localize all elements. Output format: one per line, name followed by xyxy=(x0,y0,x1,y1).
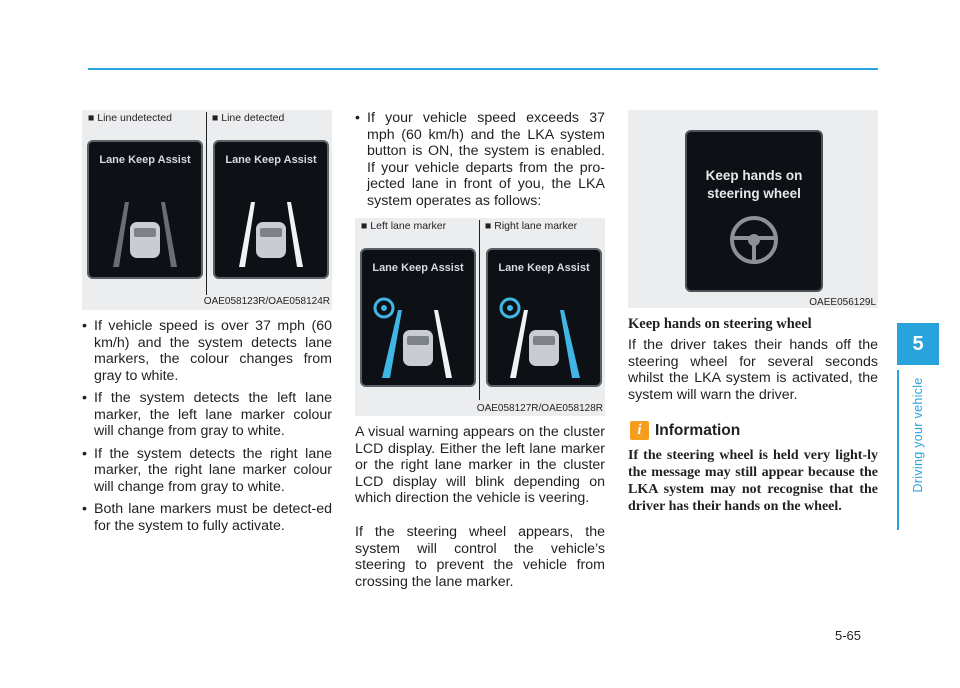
image-id: OAEE056129L xyxy=(809,297,876,308)
information-icon: i xyxy=(630,421,649,440)
screen-title: Lane Keep Assist xyxy=(99,154,191,166)
screen-message-line2: steering wheel xyxy=(707,186,801,201)
list-item: • If the system detects the left lane marker, the left lane marker colour will change from gray to white. xyxy=(82,390,332,440)
steering-wheel-icon xyxy=(687,132,821,290)
screen-title: Lane Keep Assist xyxy=(225,154,317,166)
page-number: 5-65 xyxy=(835,628,862,643)
caption-line-undetected: ■ Line undetected xyxy=(88,112,172,124)
car-lanes-icon xyxy=(215,142,327,277)
top-rule xyxy=(88,68,878,70)
lane-departure-icon xyxy=(362,250,474,385)
figure-lane-marker xyxy=(355,218,605,416)
car-lanes-icon xyxy=(89,142,201,277)
screen-title: Lane Keep Assist xyxy=(372,262,464,274)
cluster-screen-detected xyxy=(213,140,329,279)
bullet-list-mid xyxy=(355,110,605,215)
cluster-screen-left-marker xyxy=(360,248,476,387)
caption-right-lane-marker: ■ Right lane marker xyxy=(485,220,578,232)
cluster-screen-hands-on xyxy=(685,130,823,292)
list-item: • If vehicle speed is over 37 mph (60 km/h) and the system detects lane markers, the colour changes from gray to white. xyxy=(82,318,332,384)
figure-line-detection xyxy=(82,110,332,310)
caption-left-lane-marker: ■ Left lane marker xyxy=(361,220,447,232)
paragraph-visual-warning: A visual warning appears on the cluster LCD display. Either the left lane marker or the right lane marker in the cluster LCD display will blink depending on which direction the vehicle is veering. xyxy=(355,424,605,506)
information-title: Information xyxy=(655,422,741,439)
figure-divider xyxy=(206,112,207,295)
lane-departure-icon xyxy=(488,250,600,385)
bullet-list-left xyxy=(82,318,332,540)
figure-hands-on-wheel xyxy=(628,110,878,308)
section-heading: Keep hands on steering wheel xyxy=(628,316,812,332)
chapter-number-tab: 5 xyxy=(897,323,939,365)
chapter-title: Driving your vehicle xyxy=(911,377,925,493)
list-item: • If the system detects the right lane marker, the right lane marker colour will change from gray to white. xyxy=(82,446,332,496)
list-item: • Both lane markers must be detect-ed for the system to fully activate. xyxy=(82,501,332,534)
cluster-screen-undetected xyxy=(87,140,203,279)
chapter-title-vertical xyxy=(897,370,939,500)
image-id: OAE058123R/OAE058124R xyxy=(203,296,330,307)
information-text: If the steering wheel is held very light-ly the message may still appear because the LKA system may not recognise that the driver has their hands on the wheel. xyxy=(628,448,878,514)
cluster-screen-right-marker xyxy=(486,248,602,387)
screen-title: Lane Keep Assist xyxy=(498,262,590,274)
list-item: • If your vehicle speed exceeds 37 mph (60 km/h) and the LKA system button is ON, the system is enabled. If your vehicle departs from the pro-jected lane in front of you, the LKA system operates as follows: xyxy=(355,110,605,209)
paragraph-steering-control: If the steering wheel appears, the system will control the vehicle’s steering to prevent the vehicle from crossing the lane marker. xyxy=(355,524,605,590)
caption-line-detected: ■ Line detected xyxy=(212,112,285,124)
screen-message-line1: Keep hands on xyxy=(705,168,803,183)
image-id: OAE058127R/OAE058128R xyxy=(476,403,603,414)
figure-divider xyxy=(479,220,480,400)
paragraph-hands-off: If the driver takes their hands off the steering wheel for several seconds whilst the LKA system is activated, the system will warn the driver. xyxy=(628,337,878,403)
